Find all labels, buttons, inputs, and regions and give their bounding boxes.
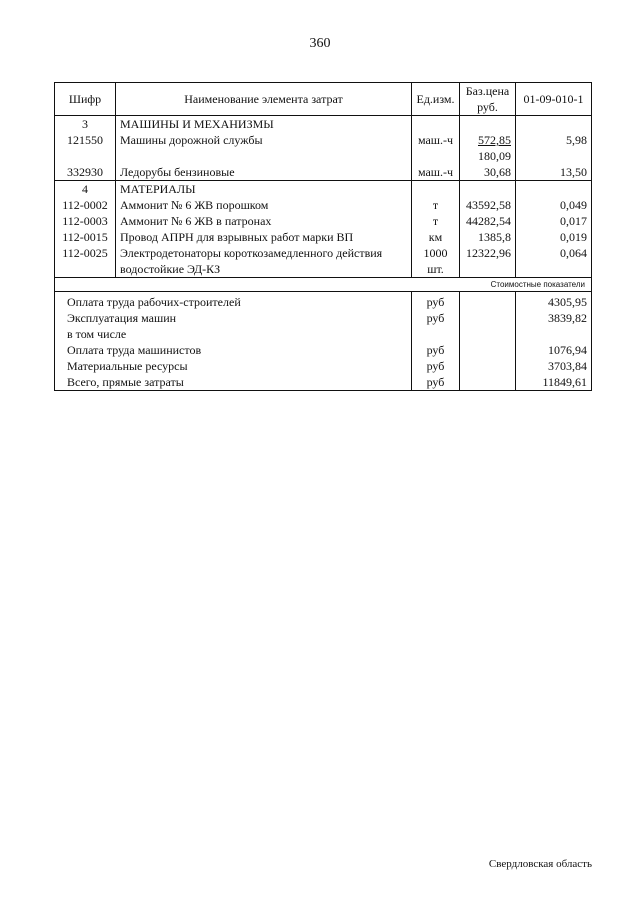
table-row [55,245,592,278]
row-price: 1385,8 [460,229,516,245]
section-header-row [55,116,592,133]
row-unit: 1000 шт. [412,245,460,278]
header-norm: 01-09-010-1 [516,83,592,116]
row-code: 112-0015 [55,229,116,245]
table-row [55,132,592,164]
section-number: 3 [55,116,116,133]
row-unit: т [412,197,460,213]
summary-unit: руб [412,342,460,358]
row-price-secondary: 180,09 [478,149,511,163]
summary-value: 1076,94 [516,342,592,358]
row-name: Ледорубы бензиновые [116,164,412,181]
summary-value: 3839,82 [516,310,592,326]
section-number: 4 [55,181,116,198]
summary-row [55,326,592,342]
row-name: Машины дорожной службы [116,132,412,164]
table-header-row [55,83,592,116]
summary-value: 11849,61 [516,374,592,391]
row-code: 112-0003 [55,213,116,229]
row-price [460,132,516,164]
row-unit: т [412,213,460,229]
header-price: Баз.цена руб. [460,83,516,116]
table-row [55,197,592,213]
row-unit: маш.-ч [412,132,460,164]
row-value: 5,98 [516,132,592,164]
header-unit: Ед.изм. [412,83,460,116]
summary-unit: руб [412,292,460,311]
table-row [55,164,592,181]
summary-label: Материальные ресурсы [55,358,412,374]
row-value: 0,017 [516,213,592,229]
row-value: 13,50 [516,164,592,181]
table-row [55,213,592,229]
row-code: 332930 [55,164,116,181]
summary-value: 4305,95 [516,292,592,311]
summary-label: в том числе [55,326,412,342]
row-price: 43592,58 [460,197,516,213]
header-code: Шифр [55,83,116,116]
summary-unit [412,326,460,342]
summary-unit: руб [412,358,460,374]
row-price: 30,68 [460,164,516,181]
row-unit: маш.-ч [412,164,460,181]
row-code: 121550 [55,132,116,164]
summary-unit: руб [412,310,460,326]
indicators-row [55,278,592,292]
summary-row [55,342,592,358]
row-unit: км [412,229,460,245]
row-name: Аммонит № 6 ЖВ порошком [116,197,412,213]
row-value: 0,049 [516,197,592,213]
page-number: 360 [309,36,331,51]
header-name: Наименование элемента затрат [116,83,412,116]
summary-value: 3703,84 [516,358,592,374]
row-price-main: 572,85 [478,133,511,147]
footer-region: Свердловская область [488,858,592,870]
summary-unit: руб [412,374,460,391]
summary-value [516,326,592,342]
summary-label: Оплата труда рабочих-строителей [55,292,412,311]
indicators-label: Стоимостные показатели [55,278,592,292]
section-title: МАТЕРИАЛЫ [116,181,412,198]
row-name: Электродетонаторы короткозамедленного действия водостойкие ЭД-КЗ [116,245,412,278]
row-name: Аммонит № 6 ЖВ в патронах [116,213,412,229]
summary-label: Оплата труда машинистов [55,342,412,358]
cost-estimate-table [54,82,592,391]
summary-row [55,374,592,391]
section-title: МАШИНЫ И МЕХАНИЗМЫ [116,116,412,133]
row-name: Провод АПРН для взрывных работ марки ВП [116,229,412,245]
summary-row [55,292,592,311]
section-header-row [55,181,592,198]
summary-label: Всего, прямые затраты [55,374,412,391]
row-price: 12322,96 [460,245,516,278]
summary-row [55,358,592,374]
row-value: 0,019 [516,229,592,245]
row-value: 0,064 [516,245,592,278]
row-code: 112-0002 [55,197,116,213]
summary-row [55,310,592,326]
table-row [55,229,592,245]
summary-label: Эксплуатация машин [55,310,412,326]
row-price: 44282,54 [460,213,516,229]
row-code: 112-0025 [55,245,116,278]
